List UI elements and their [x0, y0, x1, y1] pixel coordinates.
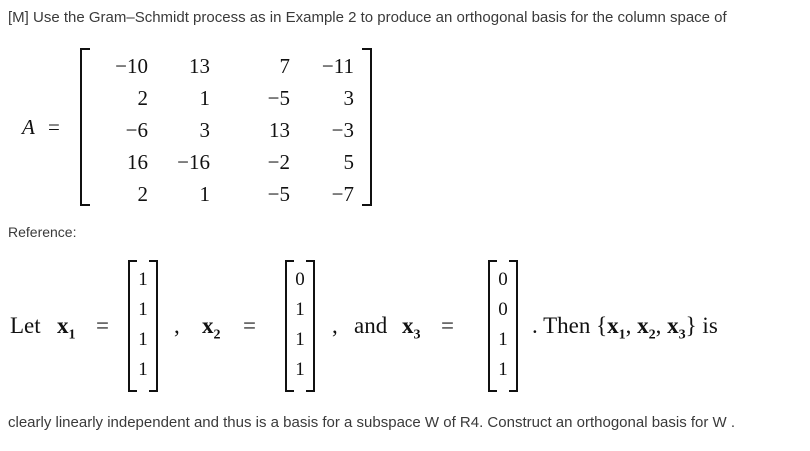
matrix-entry: 1 [199, 86, 210, 110]
matrix-name: A [22, 115, 35, 139]
matrix-entry: 5 [343, 150, 354, 174]
matrix-entry: 7 [279, 54, 290, 78]
set-x3: $x_3$ [667, 313, 686, 343]
matrix-entry: 1 [199, 182, 210, 206]
vector-entry: 0 [295, 269, 305, 290]
right-bracket [362, 48, 372, 206]
vector-entry: 1 [138, 329, 148, 350]
vector-entry: 0 [498, 299, 508, 320]
vector-entry: 1 [498, 359, 508, 380]
set-x2: $x_2$ [637, 313, 656, 343]
x3-symbol: $x_3$ [402, 313, 421, 343]
x1-symbol: $x_1$ [57, 313, 76, 343]
matrix-entry: −7 [331, 182, 354, 206]
matrix-entry: −11 [321, 54, 354, 78]
problem-statement: [M] Use the Gram–Schmidt process as in Example 2 to produce an orthogonal basis for the column space of [8, 9, 727, 26]
vector-entry: 0 [498, 269, 508, 290]
matrix-entry: −6 [125, 118, 148, 142]
matrix-entry: 13 [269, 118, 290, 142]
vector-entry: 1 [295, 329, 305, 350]
vector-x2 [285, 260, 315, 392]
vector-x3 [488, 260, 518, 392]
and-text: and [354, 313, 388, 338]
comma-2: , [332, 313, 338, 338]
let-text: Let [10, 313, 41, 338]
vector-entry: 1 [138, 299, 148, 320]
matrix-entry: 3 [343, 86, 354, 110]
then-statement: . Then {$x_1$, $x_2$, $x_3$} is [532, 313, 718, 343]
x2-symbol: $x_2$ [202, 313, 221, 343]
comma-1: , [174, 313, 180, 338]
matrix-entry: 16 [127, 150, 148, 174]
x1-equals: = [96, 313, 109, 338]
matrix-entry: −2 [267, 150, 290, 174]
matrix-entry: −3 [331, 118, 354, 142]
vector-entry: 1 [295, 359, 305, 380]
matrix-entry: −5 [267, 86, 290, 110]
vector-entry: 1 [138, 359, 148, 380]
x2-equals: = [243, 313, 256, 338]
matrix-entry: −10 [115, 54, 148, 78]
matrix-entry: 3 [199, 118, 210, 142]
matrix-a [80, 46, 372, 208]
set-x1: $x_1$ [607, 313, 626, 343]
vector-entry: 1 [295, 299, 305, 320]
reference-heading: Reference: [8, 224, 77, 240]
left-bracket [80, 48, 90, 206]
vector-entry: 1 [138, 269, 148, 290]
vector-entry: 1 [498, 329, 508, 350]
vector-x1 [128, 260, 158, 392]
closing-statement: clearly linearly independent and thus is a basis for a subspace W of R4. Construct an orthogonal basis for W . [8, 414, 736, 431]
matrix-entry: −16 [177, 150, 210, 174]
matrix-entry: 2 [137, 182, 148, 206]
matrix-entry: 13 [189, 54, 210, 78]
matrix-entry: −5 [267, 182, 290, 206]
matrix-entry: 2 [137, 86, 148, 110]
x3-equals: = [441, 313, 454, 338]
matrix-equals: = [48, 115, 60, 139]
